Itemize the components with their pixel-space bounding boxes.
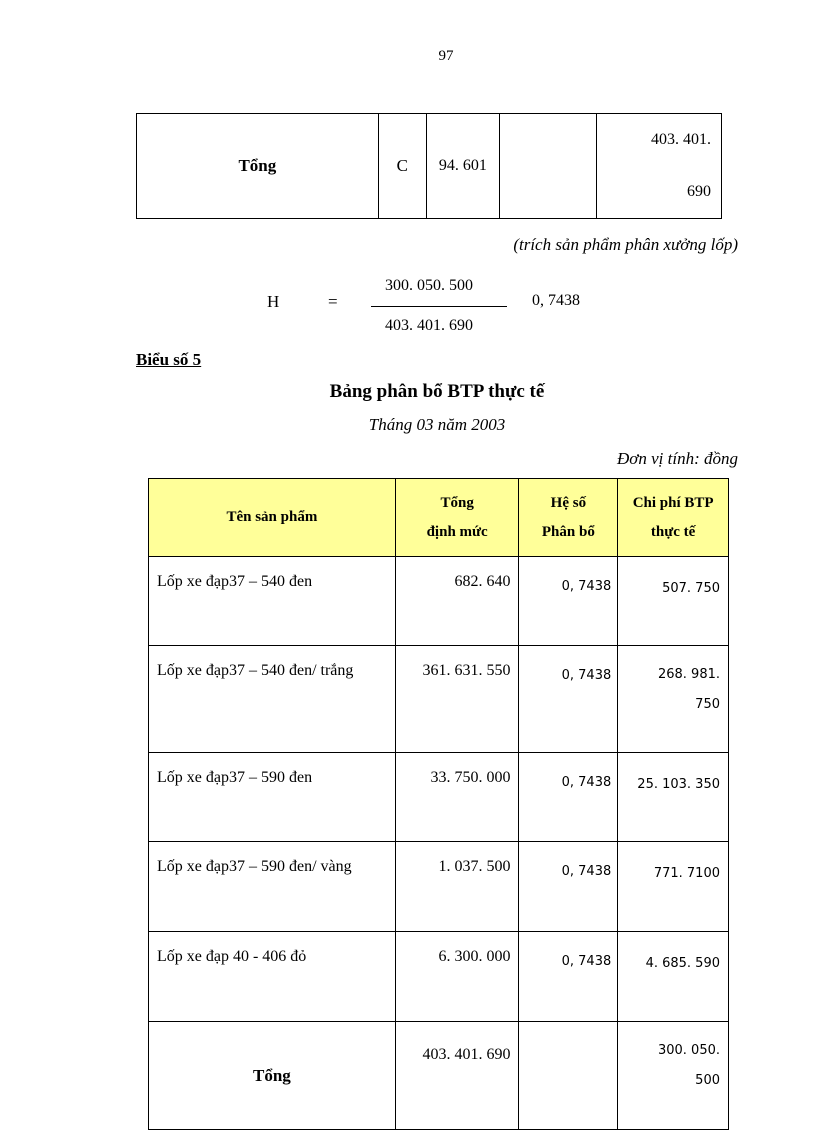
norm-value: 6. 300. 000: [395, 932, 519, 1022]
source-note: (trích sản phẩm phân xưởng lốp): [513, 235, 738, 254]
cost-line1: 25. 103. 350: [637, 777, 720, 792]
table-row: [149, 932, 729, 1022]
formula-lhs: H: [267, 292, 280, 311]
cost-line2: 750: [695, 697, 720, 712]
total-norm: 403. 401. 690: [395, 1022, 519, 1130]
summary-code: C: [378, 114, 426, 219]
header-coef-line1: Hệ số: [550, 494, 587, 511]
table-row: [149, 753, 729, 842]
header-cost: [618, 479, 729, 557]
summary-quantity: 94. 601: [426, 114, 499, 219]
coef-value: 0, 7438: [519, 557, 618, 646]
coef-value: 0, 7438: [519, 932, 618, 1022]
header-cost-line2: thực tế: [650, 523, 696, 540]
fraction-line: [371, 306, 507, 307]
unit-note: Đơn vị tính: đồng: [617, 449, 738, 468]
product-name: Lốp xe đạp37 – 590 đen: [149, 753, 396, 842]
table-subtitle: Tháng 03 năm 2003: [368, 415, 506, 434]
cost-line1: 4. 685. 590: [645, 956, 720, 971]
product-name: Lốp xe đạp37 – 540 đen/ trắng: [149, 646, 396, 753]
coef-value: 0, 7438: [519, 842, 618, 932]
summary-value-line2: 690: [687, 183, 711, 200]
coef-value: 0, 7438: [519, 753, 618, 842]
norm-value: 33. 750. 000: [395, 753, 519, 842]
summary-value: [596, 114, 721, 219]
header-product: Tên sản phẩm: [149, 479, 396, 557]
table-title: Bảng phân bổ BTP thực tế: [329, 381, 545, 402]
total-coef: [519, 1022, 618, 1130]
norm-value: 361. 631. 550: [395, 646, 519, 753]
table-row: [149, 557, 729, 646]
product-name: Lốp xe đạp37 – 540 đen: [149, 557, 396, 646]
cost-value: [618, 932, 729, 1022]
formula-denominator: 403. 401. 690: [385, 317, 473, 334]
header-norm: [395, 479, 519, 557]
total-label: Tổng: [149, 1022, 396, 1130]
summary-table: [136, 113, 722, 219]
product-name: Lốp xe đạp37 – 590 đen/ vàng: [149, 842, 396, 932]
total-cost-line2: 500: [695, 1073, 720, 1088]
header-coef-line2: Phân bổ: [541, 523, 595, 540]
norm-value: 682. 640: [395, 557, 519, 646]
cost-line1: 507. 750: [662, 581, 720, 596]
formula-numerator: 300. 050. 500: [385, 277, 473, 294]
product-name: Lốp xe đạp 40 - 406 đỏ: [149, 932, 396, 1022]
table-row: [149, 646, 729, 753]
cost-value: [618, 842, 729, 932]
summary-row: [137, 114, 722, 219]
cost-line1: 268. 981.: [657, 667, 720, 682]
formula-equals: =: [328, 292, 338, 311]
total-row: [149, 1022, 729, 1130]
total-cost: [618, 1022, 729, 1130]
cost-value: [618, 753, 729, 842]
cost-value: [618, 557, 729, 646]
summary-empty-cell: [499, 114, 596, 219]
header-norm-line2: định mức: [426, 523, 488, 540]
allocation-table: [148, 478, 729, 1130]
header-cost-line1: Chi phí BTP: [632, 494, 714, 511]
formula-result: 0, 7438: [532, 292, 580, 309]
summary-value-line1: 403. 401.: [651, 131, 711, 148]
table-row: [149, 842, 729, 932]
page-number: 97: [438, 48, 454, 64]
total-cost-line1: 300. 050.: [657, 1043, 720, 1058]
summary-label: Tổng: [137, 114, 379, 219]
coef-value: 0, 7438: [519, 646, 618, 753]
header-norm-line1: Tổng: [440, 494, 474, 511]
section-label: Biểu số 5: [136, 350, 202, 369]
cost-value: [618, 646, 729, 753]
norm-value: 1. 037. 500: [395, 842, 519, 932]
cost-line1: 771. 7100: [653, 866, 720, 881]
table-header-row: [149, 479, 729, 557]
header-coef: [519, 479, 618, 557]
